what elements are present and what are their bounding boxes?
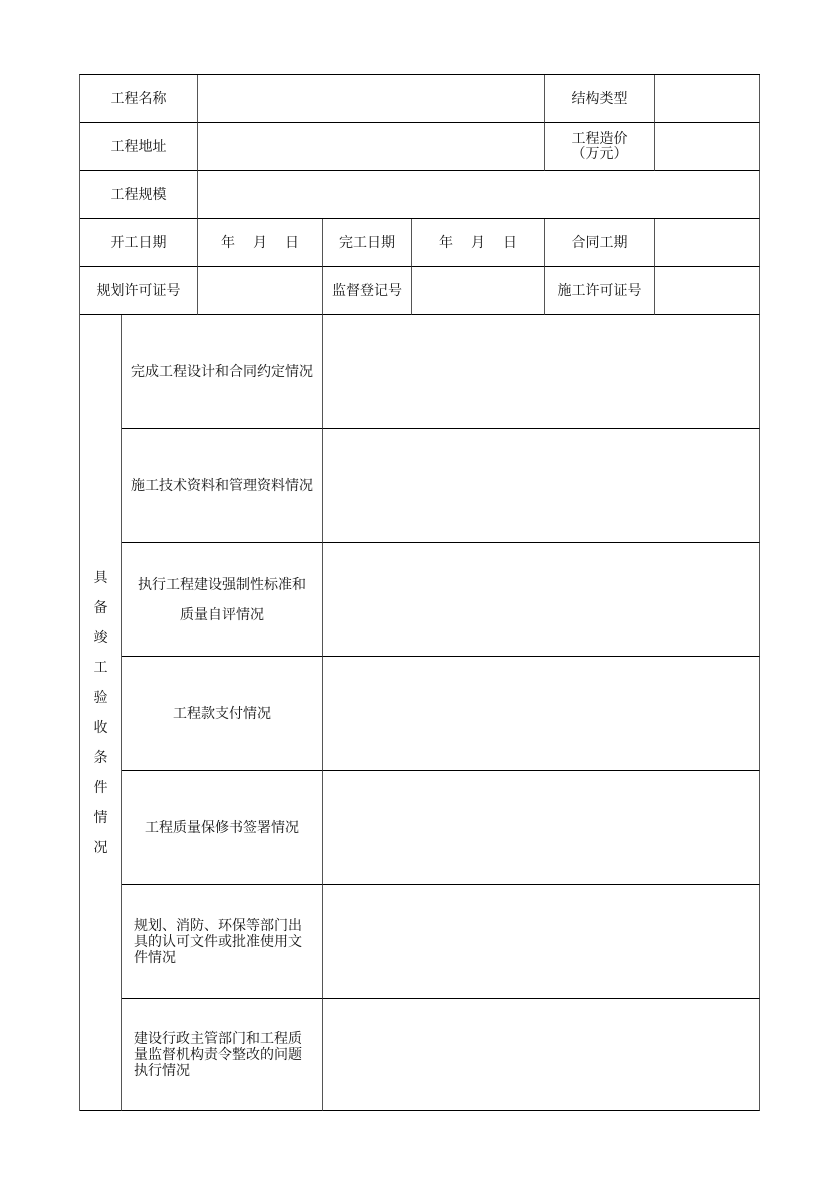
condition-item-field[interactable] bbox=[323, 885, 760, 999]
field-contract-period[interactable] bbox=[655, 219, 760, 267]
day-label: 日 bbox=[503, 234, 517, 251]
condition-item-field[interactable] bbox=[323, 315, 760, 429]
section-label-char: 竣 bbox=[93, 629, 108, 646]
field-project-address[interactable] bbox=[198, 123, 545, 171]
label-supervision-reg-no: 监督登记号 bbox=[323, 267, 412, 315]
label-start-date: 开工日期 bbox=[80, 219, 198, 267]
conditions-section-label bbox=[80, 315, 122, 1111]
field-project-cost[interactable] bbox=[655, 123, 760, 171]
label-planning-permit-no: 规划许可证号 bbox=[80, 267, 198, 315]
label-completion-date: 完工日期 bbox=[323, 219, 412, 267]
condition-item-field[interactable] bbox=[323, 999, 760, 1111]
field-project-scale[interactable] bbox=[198, 171, 760, 219]
field-construction-permit-no[interactable] bbox=[655, 267, 760, 315]
condition-item-field[interactable] bbox=[323, 429, 760, 543]
label-project-cost bbox=[545, 123, 655, 171]
section-label-char: 情 bbox=[93, 809, 108, 826]
label-project-address: 工程地址 bbox=[80, 123, 198, 171]
section-label-char: 条 bbox=[93, 749, 108, 766]
year-label: 年 bbox=[439, 234, 453, 251]
condition-item-field[interactable] bbox=[323, 657, 760, 771]
label-project-cost-line2: （万元） bbox=[571, 145, 628, 162]
day-label: 日 bbox=[285, 234, 299, 251]
field-start-date[interactable] bbox=[198, 219, 323, 267]
condition-item-label: 工程款支付情况 bbox=[122, 657, 323, 771]
section-label-char: 备 bbox=[93, 599, 108, 616]
label-project-name: 工程名称 bbox=[80, 75, 198, 123]
condition-item-label: 建设行政主管部门和工程质量监督机构责令整改的问题执行情况 bbox=[122, 999, 323, 1111]
condition-item-label: 施工技术资料和管理资料情况 bbox=[122, 429, 323, 543]
label-project-cost-line1: 工程造价 bbox=[571, 130, 628, 147]
year-label: 年 bbox=[221, 234, 235, 251]
field-project-name[interactable] bbox=[198, 75, 545, 123]
section-label-char: 况 bbox=[93, 839, 108, 856]
section-label-char: 验 bbox=[93, 689, 108, 706]
section-label-char: 具 bbox=[93, 569, 108, 586]
month-label: 月 bbox=[253, 234, 267, 251]
field-supervision-reg-no[interactable] bbox=[412, 267, 545, 315]
month-label: 月 bbox=[471, 234, 485, 251]
label-project-scale: 工程规模 bbox=[80, 171, 198, 219]
acceptance-form-table bbox=[79, 74, 760, 1111]
label-structure-type: 结构类型 bbox=[545, 75, 655, 123]
condition-item-field[interactable] bbox=[323, 543, 760, 657]
label-contract-period: 合同工期 bbox=[545, 219, 655, 267]
section-label-char: 工 bbox=[93, 659, 108, 676]
label-construction-permit-no: 施工许可证号 bbox=[545, 267, 655, 315]
condition-item-label: 执行工程建设强制性标准和质量自评情况 bbox=[122, 543, 323, 657]
condition-item-label: 工程质量保修书签署情况 bbox=[122, 771, 323, 885]
condition-item-label: 完成工程设计和合同约定情况 bbox=[122, 315, 323, 429]
field-planning-permit-no[interactable] bbox=[198, 267, 323, 315]
section-label-char: 件 bbox=[93, 779, 108, 796]
condition-item-field[interactable] bbox=[323, 771, 760, 885]
field-completion-date[interactable] bbox=[412, 219, 545, 267]
condition-item-label: 规划、消防、环保等部门出具的认可文件或批准使用文件情况 bbox=[122, 885, 323, 999]
section-label-char: 收 bbox=[93, 719, 108, 736]
field-structure-type[interactable] bbox=[655, 75, 760, 123]
